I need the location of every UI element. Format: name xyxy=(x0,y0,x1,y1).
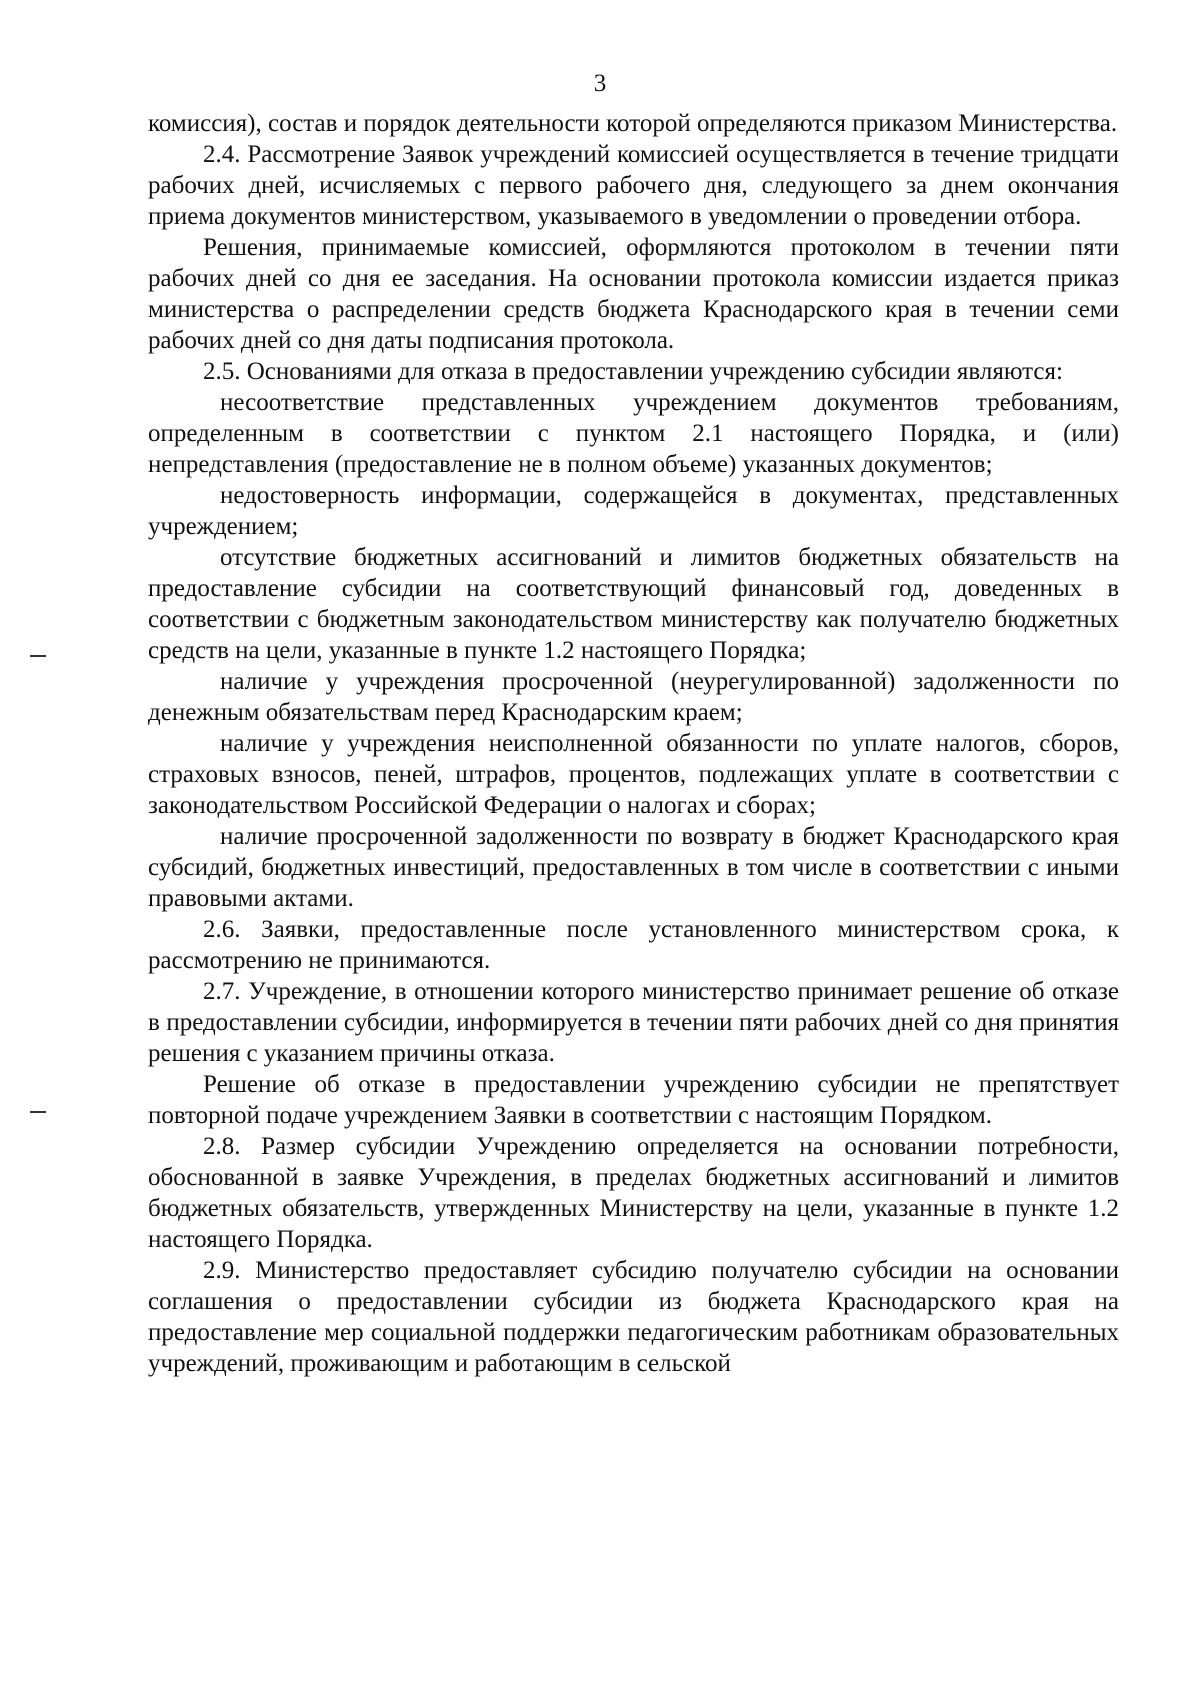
list-item-no-budget: отсутствие бюджетных ассигнований и лимитов бюджетных обязательств на предоставление субсидии на соответствующий финансовый год, доведенных в соответствии с бюджетным законодательством министерству как получателю бюджетных средств на цели, указанные в пункте 1.2 настоящего Порядка; xyxy=(148,544,1119,664)
document-body xyxy=(148,108,1119,1379)
paragraph-2-4: 2.4. Рассмотрение Заявок учреждений комиссией осуществляется в течение тридцати рабочих дней, исчисляемых с первого рабочего дня, следующего за днем окончания приема документов министерством, указываемого в уведомлении о проведении отбора. xyxy=(148,141,1119,230)
list-item-overdue-debt: наличие у учреждения просроченной (неурегулированной) задолженности по денежным обязательствам перед Краснодарским краем; xyxy=(148,668,1119,726)
paragraph-refusal-not-obstacle: Решение об отказе в предоставлении учреждению субсидии не препятствует повторной подаче учреждением Заявки в соответствии с настоящим Порядком. xyxy=(148,1071,1119,1129)
paragraph-2-5: 2.5. Основаниями для отказа в предоставлении учреждению субсидии являются: xyxy=(203,358,1063,385)
paragraph-2-9: 2.9. Министерство предоставляет субсидию получателю субсидии на основании соглашения о предоставлении субсидии из бюджета Краснодарского края на предоставление мер социальной поддержки педагогическим работникам образовательных учреждений, проживающим и работающим в сельской xyxy=(148,1257,1119,1377)
paragraph-decisions: Решения, принимаемые комиссией, оформляются протоколом в течении пяти рабочих дней со дня ее заседания. На основании протокола комиссии издается приказ министерства о распределении средств бюджета Краснодарского края в течении семи рабочих дней со дня даты подписания протокола. xyxy=(148,234,1119,354)
paragraph-2-6: 2.6. Заявки, предоставленные после установленного министерством срока, к рассмотрению не принимаются. xyxy=(148,916,1119,974)
paragraph-continuation: комиссия), состав и порядок деятельности которой определяются приказом Министерства. xyxy=(148,110,1118,137)
list-item-unpaid-taxes: наличие у учреждения неисполненной обязанности по уплате налогов, сборов, страховых взносов, пеней, штрафов, процентов, подлежащих уплате в соответствии с законодательством Российской Федерации о налогах и сборах; xyxy=(148,730,1119,819)
list-item-unreliable-info: недостоверность информации, содержащейся в документах, представленных учреждением; xyxy=(148,482,1119,540)
list-item-refund-debt: наличие просроченной задолженности по возврату в бюджет Краснодарского края субсидий, бюджетных инвестиций, предоставленных в том числе в соответствии с иными правовыми актами. xyxy=(148,823,1119,912)
scan-margin-mark xyxy=(30,1111,46,1113)
page-number: 3 xyxy=(593,70,607,97)
scan-margin-mark xyxy=(30,655,46,657)
list-item-noncompliance: несоответствие представленных учреждением документов требованиям, определенным в соответствии с пунктом 2.1 настоящего Порядка, и (или) непредставления (предоставление не в полном объеме) указанных документов; xyxy=(148,389,1119,478)
paragraph-2-8: 2.8. Размер субсидии Учреждению определяется на основании потребности, обоснованной в заявке Учреждения, в пределах бюджетных ассигнований и лимитов бюджетных обязательств, утвержденных Министерству на цели, указанные в пункте 1.2 настоящего Порядка. xyxy=(148,1133,1119,1253)
paragraph-2-7: 2.7. Учреждение, в отношении которого министерство принимает решение об отказе в предоставлении субсидии, информируется в течении пяти рабочих дней со дня принятия решения с указанием причины отказа. xyxy=(148,978,1119,1067)
